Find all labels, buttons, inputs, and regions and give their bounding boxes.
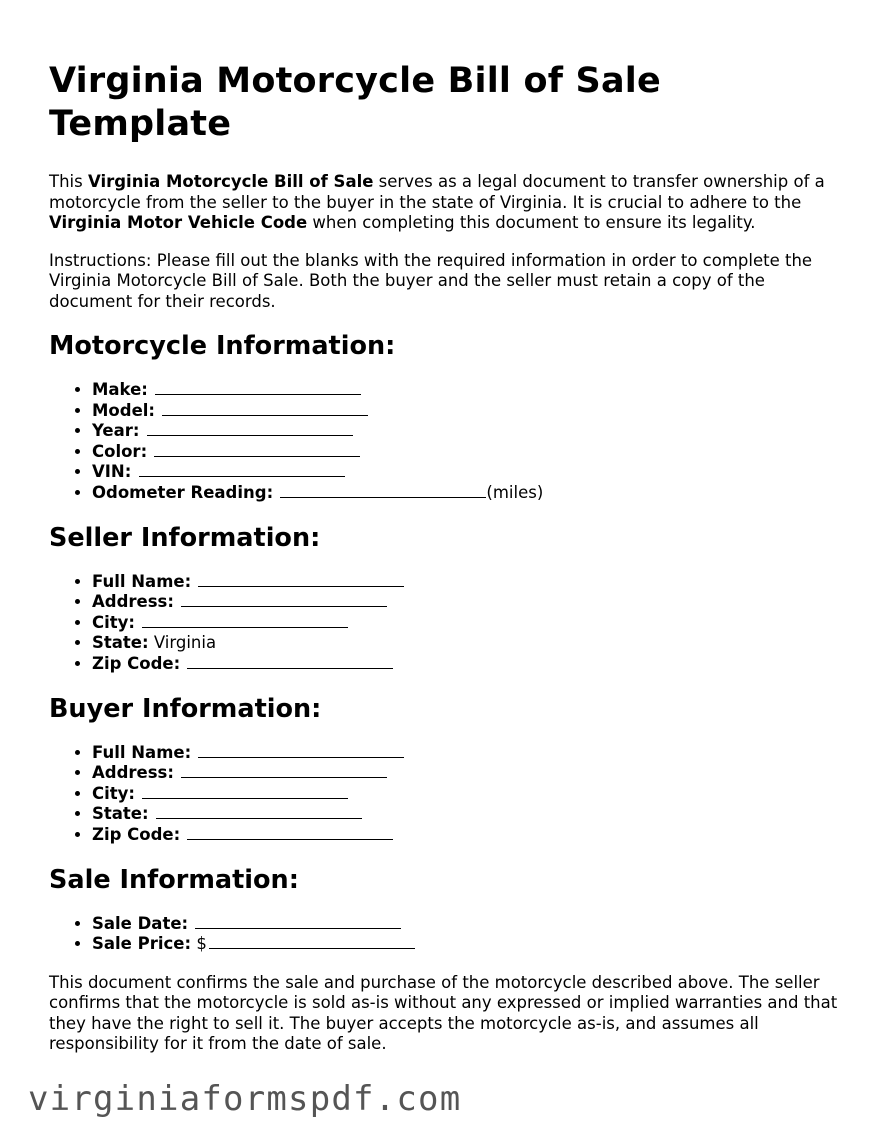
seller-heading: Seller Information:: [49, 522, 321, 553]
buyer-name-blank[interactable]: [198, 743, 404, 758]
odometer-label: Odometer Reading:: [92, 482, 274, 502]
instructions-paragraph: Instructions: Please fill out the blanks with the required information in order to complete the Virginia Motorcycle Bill of Sale. Both the buyer and the seller must retain a copy of the document for their records.: [49, 250, 813, 311]
watermark-text: virginiaformspdf.com: [28, 1079, 462, 1119]
buyer-address-blank[interactable]: [181, 763, 387, 778]
buyer-zip-label: Zip Code:: [92, 824, 181, 844]
sale-price-blank[interactable]: [209, 934, 415, 949]
color-blank[interactable]: [154, 442, 360, 457]
intro-bold-code: Virginia Motor Vehicle Code: [49, 213, 308, 232]
odometer-unit: (miles): [486, 482, 544, 502]
list-item: [92, 804, 839, 825]
buyer-address-label: Address:: [92, 763, 174, 783]
seller-city-label: City:: [92, 612, 136, 632]
vin-label: VIN:: [92, 462, 132, 482]
list-item: [92, 825, 839, 846]
buyer-city-blank[interactable]: [142, 784, 348, 799]
make-blank[interactable]: [155, 380, 361, 395]
vin-blank[interactable]: [139, 462, 345, 477]
seller-name-label: Full Name:: [92, 571, 192, 591]
list-item: [92, 934, 839, 955]
buyer-zip-blank[interactable]: [187, 825, 393, 840]
year-blank[interactable]: [147, 421, 353, 436]
list-item: [92, 633, 839, 654]
list-item: [92, 784, 839, 805]
buyer-heading: Buyer Information:: [49, 693, 322, 724]
seller-city-blank[interactable]: [142, 613, 348, 628]
list-item: [92, 421, 839, 442]
seller-zip-label: Zip Code:: [92, 653, 181, 673]
make-label: Make:: [92, 380, 148, 399]
model-blank[interactable]: [162, 401, 368, 416]
currency-symbol: $: [196, 934, 207, 954]
list-item: [92, 380, 839, 401]
year-label: Year:: [92, 421, 140, 441]
motorcycle-list: [49, 380, 839, 504]
list-item: [92, 462, 839, 483]
buyer-name-label: Full Name:: [92, 742, 192, 762]
buyer-state-blank[interactable]: [156, 804, 362, 819]
color-label: Color:: [92, 441, 148, 461]
closing-paragraph: This document confirms the sale and purchase of the motorcycle described above. The seller confirms that the motorcycle is sold as-is without any expressed or implied warranties and that they have the right to sell it. The buyer accepts the motorcycle as-is, and assumes all responsibility for it from the date of sale.: [49, 972, 838, 1054]
buyer-city-label: City:: [92, 783, 136, 803]
document-title: Virginia Motorcycle Bill of Sale Template: [49, 61, 661, 144]
list-item: [92, 763, 839, 784]
list-item: [92, 613, 839, 634]
sale-date-blank[interactable]: [195, 914, 401, 929]
intro-text-2: serves as a legal document to transfer ownership of a motorcycle from the seller to the buyer in the state of Virginia. It is crucial to adhere to the: [49, 172, 825, 212]
list-item: [92, 572, 839, 593]
intro-bold-title: Virginia Motorcycle Bill of Sale: [87, 172, 374, 191]
intro-text-3: when completing this document to ensure its legality.: [307, 213, 756, 232]
sale-heading: Sale Information:: [49, 864, 299, 895]
sale-price-label: Sale Price:: [92, 934, 192, 954]
list-item: [92, 592, 839, 613]
buyer-list: [49, 743, 839, 846]
seller-name-blank[interactable]: [198, 572, 404, 587]
odometer-blank[interactable]: [280, 483, 486, 498]
list-item: [92, 401, 839, 422]
list-item: [92, 442, 839, 463]
seller-address-blank[interactable]: [181, 592, 387, 607]
list-item: [92, 914, 839, 935]
motorcycle-heading: Motorcycle Information:: [49, 331, 396, 361]
sale-date-label: Sale Date:: [92, 913, 189, 933]
seller-state-label: State:: [92, 633, 149, 653]
sale-list: [49, 914, 839, 955]
seller-list: [49, 572, 839, 675]
seller-zip-blank[interactable]: [187, 654, 393, 669]
model-label: Model:: [92, 400, 156, 420]
buyer-state-label: State:: [92, 804, 149, 824]
seller-address-label: Address:: [92, 592, 174, 612]
list-item: [92, 483, 839, 504]
intro-text-1: This: [49, 172, 88, 191]
list-item: [92, 743, 839, 764]
seller-state-value: Virginia: [153, 633, 217, 653]
document-page: [49, 60, 839, 1072]
intro-paragraph: [49, 172, 839, 234]
list-item: [92, 654, 839, 675]
